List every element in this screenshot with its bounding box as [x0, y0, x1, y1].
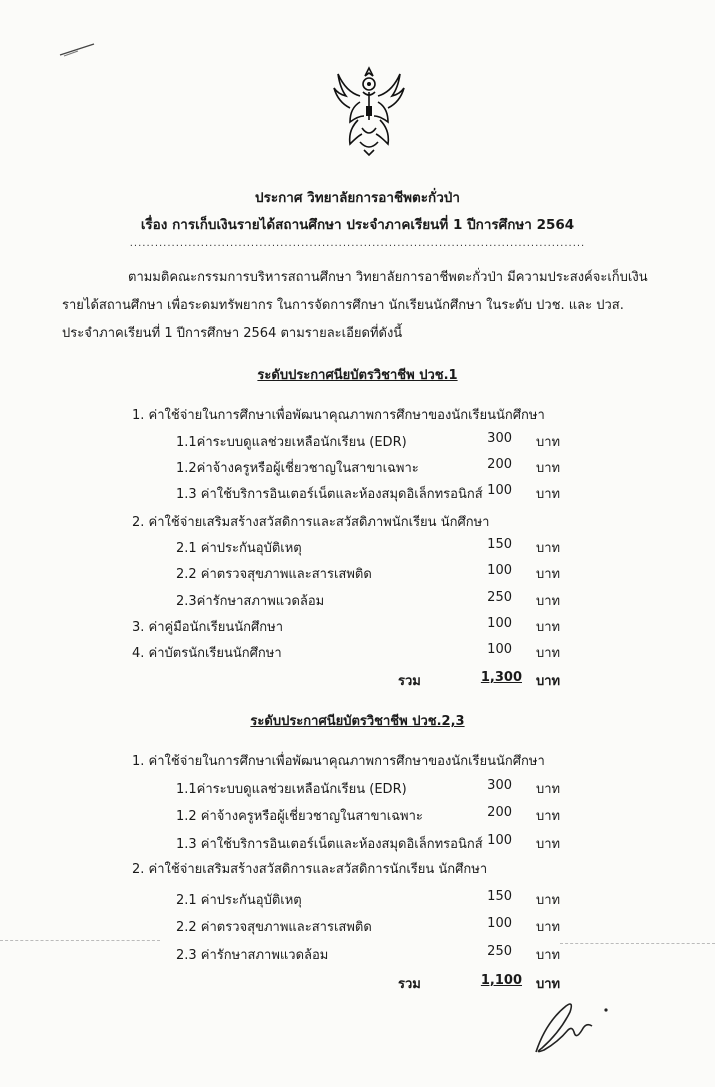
fee-amount: 200 — [487, 457, 512, 472]
fee-item: 3. ค่าคู่มือนักเรียนนักศึกษา — [132, 620, 284, 635]
total-label: รวม — [398, 674, 421, 689]
fee-item: 2.2 ค่าตรวจสุขภาพและสารเสพติด — [176, 920, 372, 935]
signature — [528, 990, 618, 1064]
fee-unit: บาท — [536, 977, 561, 992]
fee-unit: บาท — [536, 461, 561, 476]
fee-amount: 150 — [487, 537, 512, 552]
fee-amount: 300 — [487, 431, 512, 446]
fee-amount: 100 — [487, 642, 512, 657]
fee-item: 2. ค่าใช้จ่ายเสริมสร้างสวัสดิการและสวัสดิภาพนักเรียน นักศึกษา — [132, 515, 490, 530]
fee-item: 1.1ค่าระบบดูแลช่วยเหลือนักเรียน (EDR) — [176, 782, 407, 797]
fee-unit: บาท — [536, 809, 561, 824]
fee-unit: บาท — [536, 893, 561, 908]
fee-amount: 200 — [487, 805, 512, 820]
total-amount: 1,100 — [480, 973, 522, 988]
fee-unit: บาท — [536, 594, 561, 609]
fee-item: 4. ค่าบัตรนักเรียนนักศึกษา — [132, 646, 282, 661]
intro-line-1: ตามมติคณะกรรมการบริหารสถานศึกษา วิทยาลัยการอาชีพตะกั่วป่า มีความประสงค์จะเก็บเงิน — [128, 270, 648, 285]
fee-unit: บาท — [536, 948, 561, 963]
fee-item: 1.3 ค่าใช้บริการอินเตอร์เน็ตและห้องสมุดอิเล็กทรอนิกส์ — [176, 837, 483, 852]
fee-item: 2.1 ค่าประกันอุบัติเหตุ — [176, 893, 302, 908]
fee-amount: 100 — [487, 833, 512, 848]
garuda-emblem — [330, 62, 408, 161]
fee-unit: บาท — [536, 567, 561, 582]
fee-unit: บาท — [536, 782, 561, 797]
fee-unit: บาท — [536, 435, 561, 450]
fee-unit: บาท — [536, 541, 561, 556]
fee-item: 2.2 ค่าตรวจสุขภาพและสารเสพติด — [176, 567, 372, 582]
fee-item: 2.3ค่ารักษาสภาพแวดล้อม — [176, 594, 325, 609]
fee-amount: 100 — [487, 483, 512, 498]
fee-unit: บาท — [536, 837, 561, 852]
total-label: รวม — [398, 977, 421, 992]
fee-item: 1.2 ค่าจ้างครูหรือผู้เชี่ยวชาญในสาขาเฉพาะ — [176, 809, 423, 824]
fee-item: 1. ค่าใช้จ่ายในการศึกษาเพื่อพัฒนาคุณภาพการศึกษาของนักเรียนนักศึกษา — [132, 754, 545, 769]
fee-amount: 300 — [487, 778, 512, 793]
fee-item: 2. ค่าใช้จ่ายเสริมสร้างสวัสดิการและสวัสดิการนักเรียน นักศึกษา — [132, 862, 488, 877]
section-heading-pvc23: ระดับประกาศนียบัตรวิชาชีพ ปวช.2,3 — [250, 714, 465, 729]
fee-amount: 100 — [487, 563, 512, 578]
pen-mark — [58, 40, 98, 64]
fee-amount: 100 — [487, 616, 512, 631]
fee-unit: บาท — [536, 620, 561, 635]
scan-artifact — [0, 940, 160, 941]
fee-amount: 250 — [487, 590, 512, 605]
fee-unit: บาท — [536, 920, 561, 935]
announcement-title: ประกาศ วิทยาลัยการอาชีพตะกั่วป่า — [255, 190, 460, 206]
total-amount: 1,300 — [480, 670, 522, 685]
fee-item: 1.1ค่าระบบดูแลช่วยเหลือนักเรียน (EDR) — [176, 435, 407, 450]
intro-line-2: รายได้สถานศึกษา เพื่อระดมทรัพยากร ในการจัดการศึกษา นักเรียนนักศึกษา ในระดับ ปวช. และ ปวส. — [62, 298, 624, 313]
announcement-subject: เรื่อง การเก็บเงินรายได้สถานศึกษา ประจำภาคเรียนที่ 1 ปีการศึกษา 2564 — [140, 217, 575, 233]
section-heading-pvc1: ระดับประกาศนียบัตรวิชาชีพ ปวช.1 — [257, 368, 458, 383]
fee-item: 2.1 ค่าประกันอุบัติเหตุ — [176, 541, 302, 556]
intro-line-3: ประจำภาคเรียนที่ 1 ปีการศึกษา 2564 ตามรายละเอียดที่ดังนี้ — [62, 326, 403, 341]
fee-item: 1.3 ค่าใช้บริการอินเตอร์เน็ตและห้องสมุดอิเล็กทรอนิกส์ — [176, 487, 483, 502]
fee-item: 1.2ค่าจ้างครูหรือผู้เชี่ยวชาญในสาขาเฉพาะ — [176, 461, 419, 476]
fee-amount: 100 — [487, 916, 512, 931]
fee-unit: บาท — [536, 487, 561, 502]
fee-item: 1. ค่าใช้จ่ายในการศึกษาเพื่อพัฒนาคุณภาพการศึกษาของนักเรียนนักศึกษา — [132, 408, 545, 423]
fee-amount: 250 — [487, 944, 512, 959]
fee-item: 2.3 ค่ารักษาสภาพแวดล้อม — [176, 948, 329, 963]
fee-unit: บาท — [536, 674, 561, 689]
fee-unit: บาท — [536, 646, 561, 661]
header-divider: ............................................................................................................. — [129, 238, 586, 249]
scan-artifact — [560, 943, 715, 944]
fee-amount: 150 — [487, 889, 512, 904]
